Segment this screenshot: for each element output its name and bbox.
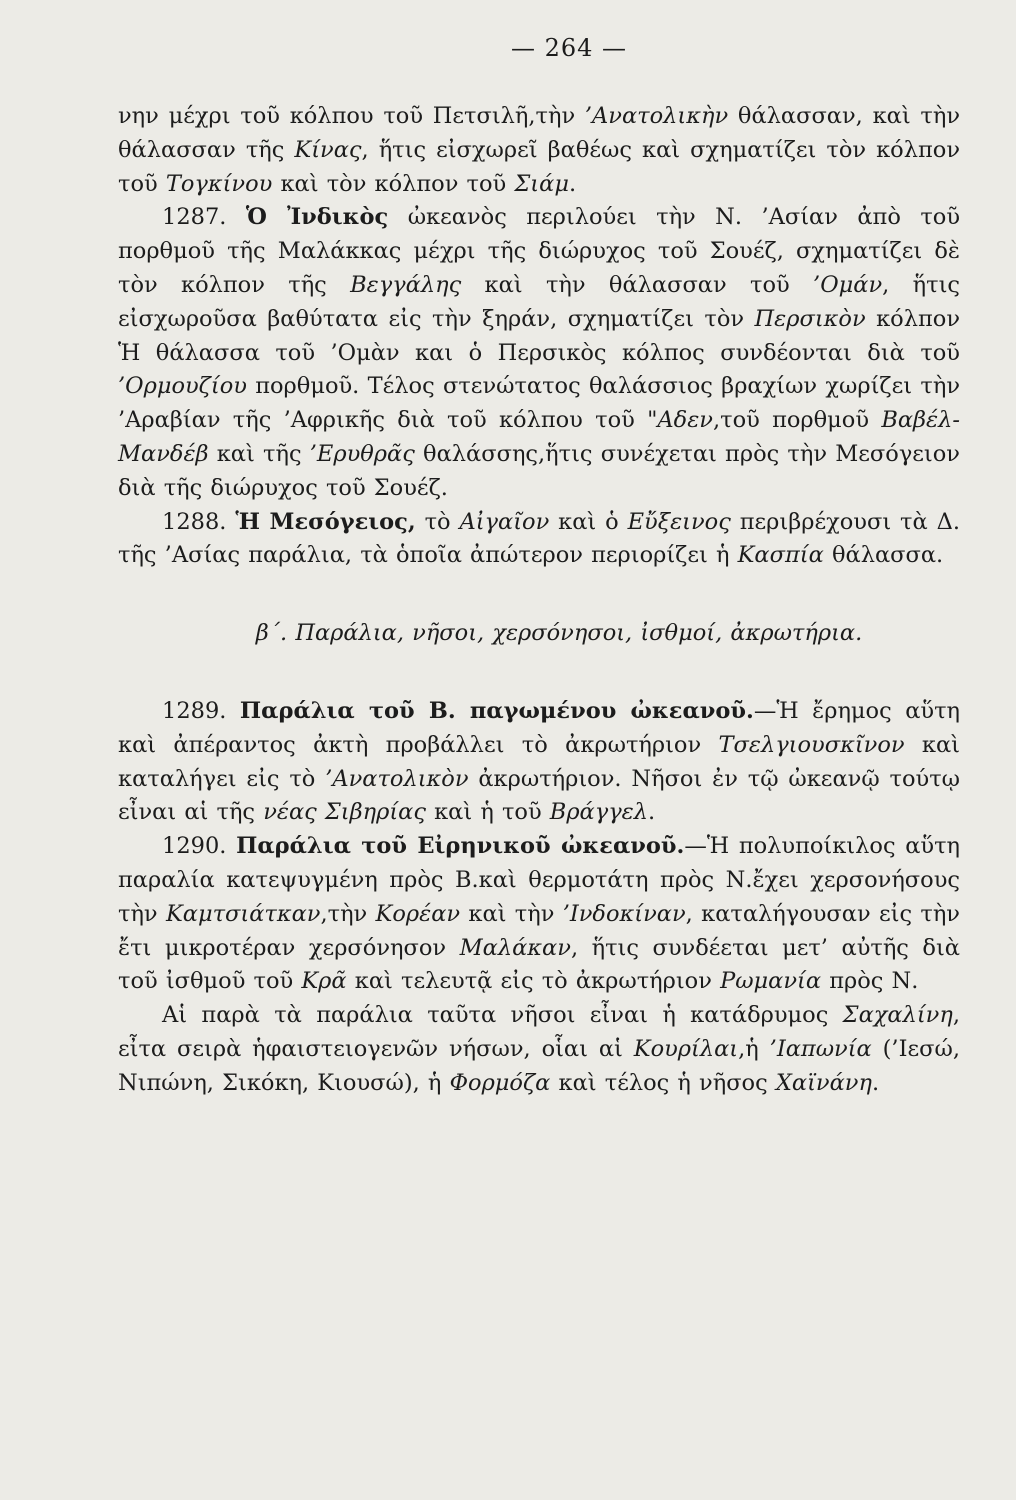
italic-term: νέας Σιβηρίας xyxy=(263,799,426,826)
italic-term: "Αδεν xyxy=(647,407,713,434)
italic-term: Κίνας xyxy=(294,136,362,163)
italic-term: Τογκίνου xyxy=(165,170,273,197)
italic-term: ’Ομάν xyxy=(813,271,883,298)
italic-term: Σαχαλίνη xyxy=(842,1002,953,1029)
italic-term: Κορέαν xyxy=(375,900,461,927)
text-segment: ,ἡ xyxy=(738,1035,770,1062)
paragraph-islands xyxy=(118,999,960,1100)
text-segment: πρὸς Ν. xyxy=(821,968,919,995)
italic-term: Μαλάκαν xyxy=(459,934,571,961)
italic-term: ’Ερυθρᾶς xyxy=(309,440,415,467)
paragraph-heading: Παράλια τοῦ Β. παγωμένου ὠκεανοῦ. xyxy=(239,697,754,724)
paragraph-number: 1288. xyxy=(162,508,227,535)
paragraph-heading: Ὁ Ἰνδικὸς xyxy=(245,204,389,231)
text-segment: καὶ καταλήγει εἰς τὸ xyxy=(118,731,960,792)
paragraph-1287 xyxy=(118,201,960,505)
italic-term: ’Ιαπωνία xyxy=(769,1035,872,1062)
italic-term: Κασπία xyxy=(737,542,824,569)
text-segment: καὶ ὁ xyxy=(549,508,628,535)
text-segment: —Ἡ πολυποίκιλος αὕτη παραλία κατεψυγμένη πρὸς Β.καὶ θερμοτάτη πρὸς Ν.ἔχει χερσονήσους τὴν xyxy=(118,833,960,927)
text-segment: . xyxy=(647,799,656,826)
text-segment: , ἥτις εἰσχωροῦσα βαθύτατα εἰς τὴν ξηράν, σχηματίζει τὸν xyxy=(118,271,960,332)
text-segment: θάλασσα. xyxy=(823,542,944,569)
italic-term: Φορμόζα xyxy=(449,1069,551,1096)
text-segment: . xyxy=(871,1069,880,1096)
italic-term: Σιάμ xyxy=(514,170,569,197)
text-segment: θαλάσσης,ἥτις συνέχεται πρὸς τὴν Μεσόγειον διὰ τῆς διώρυχος τοῦ Σουέζ. xyxy=(118,440,960,501)
italic-term: Κρᾶ xyxy=(301,968,347,995)
italic-term: Τσελγιουσκῖνον xyxy=(718,731,905,758)
italic-term: ’Ορμουζίου xyxy=(118,373,247,400)
paragraph-heading: Ἡ Μεσόγειος, xyxy=(235,508,416,535)
text-segment: καὶ τὸν κόλπον τοῦ xyxy=(272,170,515,197)
italic-term: Κουρίλαι xyxy=(633,1035,739,1062)
italic-term: ’Ανατολικὸν xyxy=(325,765,469,792)
italic-term: Εὔξεινος xyxy=(627,508,731,535)
text-segment: ὠκεανὸς περιλούει τὴν Ν. ’Ασίαν ἀπὸ τοῦ πορθμοῦ τῆς Μαλάκκας μέχρι τῆς διώρυχος τοῦ Σουέζ, σχηματίζει δὲ τὸν κόλπον τῆς xyxy=(118,204,961,298)
text-segment: καὶ τὴν xyxy=(460,900,563,927)
text-segment: (’Ιεσώ, Νιπώνη, Σικόκη, Κιουσώ), ἡ xyxy=(118,1035,960,1096)
text-segment: —Ἡ ἔρημος αὕτη καὶ ἀπέραντος ἀκτὴ προβάλλει τὸ ἀκρωτήριον xyxy=(118,697,960,758)
text-segment: , καταλήγουσαν εἰς τὴν ἔτι μικροτέραν χερσόνησον xyxy=(118,900,960,961)
text-segment: καὶ τὴν θάλασσαν τοῦ xyxy=(461,271,814,298)
text-segment: . xyxy=(568,170,577,197)
paragraph-number: 1290. xyxy=(162,833,227,860)
italic-term: ’Ανατολικὴν xyxy=(584,103,729,129)
text-segment: , ἥτις εἰσχωρεῖ βαθέως καὶ σχηματίζει τὸν κόλπον τοῦ xyxy=(118,136,960,197)
italic-term: Ρωμανία xyxy=(720,968,822,995)
text-segment: κόλπον Ἡ θάλασσα τοῦ ’Ομὰν και ὁ Περσικὸς κόλπος συνδέονται διὰ τοῦ xyxy=(118,305,960,366)
italic-term: Βράγγελ xyxy=(549,799,648,826)
text-segment: καὶ τελευτᾷ εἰς τὸ ἀκρωτήριον xyxy=(346,968,721,995)
text-segment: ,τὴν xyxy=(320,900,376,927)
paragraph-continued xyxy=(118,100,960,201)
paragraph-1288 xyxy=(118,506,960,574)
paragraph-number: 1287. xyxy=(162,204,227,231)
text-segment: πορθμοῦ. Τέλος στενώτατος θαλάσσιος βραχίων χωρίζει τὴν ’Αραβίαν τῆς ’Αφρικῆς διὰ τοῦ κόλπου τοῦ xyxy=(118,373,960,434)
text-segment: νην μέχρι τοῦ κόλπου τοῦ Πετσιλῆ,τὴν xyxy=(118,103,585,129)
text-segment: , ἥτις συνδέεται μετ’ αὐτῆς διὰ τοῦ ἰσθμοῦ τοῦ xyxy=(118,934,960,995)
text-segment: ,τοῦ πορθμοῦ xyxy=(712,407,882,434)
page-number: — 264 — xyxy=(510,34,628,62)
text-segment: καὶ τῆς xyxy=(208,440,310,467)
text-segment: , εἶτα σειρὰ ἡφαιστειογενῶν νήσων, οἷαι αἱ xyxy=(118,1002,960,1062)
section-title: β΄. Παράλια, νῆσοι, χερσόνησοι, ἰσθμοί, ἀκρωτήρια. xyxy=(255,620,863,647)
text-segment: τὸ xyxy=(415,508,460,535)
italic-term: Καμτσιάτκαν xyxy=(165,900,321,927)
text-segment: θάλασσαν, καὶ τὴν θάλασσαν τῆς xyxy=(118,103,961,163)
paragraph-1289 xyxy=(118,695,960,830)
text-segment: περιβρέχουσι τὰ Δ. τῆς ’Ασίας παράλια, τὰ ὁποῖα ἀπώτερον περιορίζει ἡ xyxy=(118,508,960,569)
paragraph-heading: Παράλια τοῦ Εἰρηνικοῦ ὠκεανοῦ. xyxy=(236,833,685,860)
italic-term: Βεγγάλης xyxy=(350,271,462,298)
page-body xyxy=(118,100,960,1101)
italic-term: Χαϊνάνη xyxy=(775,1069,872,1096)
text-segment: καὶ τέλος ἡ νῆσος xyxy=(550,1069,776,1096)
italic-term: Περσικὸν xyxy=(754,305,866,332)
text-segment: ἀκρωτήριον. Νῆσοι ἐν τῷ ὠκεανῷ τούτῳ εἶναι αἱ τῆς xyxy=(118,765,960,826)
paragraph-number: 1289. xyxy=(162,697,227,724)
text-segment: καὶ ἡ τοῦ xyxy=(425,799,550,826)
text-segment: Αἱ παρὰ τὰ παράλια ταῦτα νῆσοι εἶναι ἡ κατάδρυμος xyxy=(162,1002,843,1029)
italic-term: Αἰγαῖον xyxy=(459,508,550,535)
italic-term: ’Ινδοκίναν xyxy=(562,900,686,927)
italic-term: Βαβέλ-Μανδέβ xyxy=(118,407,960,467)
paragraph-1290 xyxy=(118,830,960,999)
